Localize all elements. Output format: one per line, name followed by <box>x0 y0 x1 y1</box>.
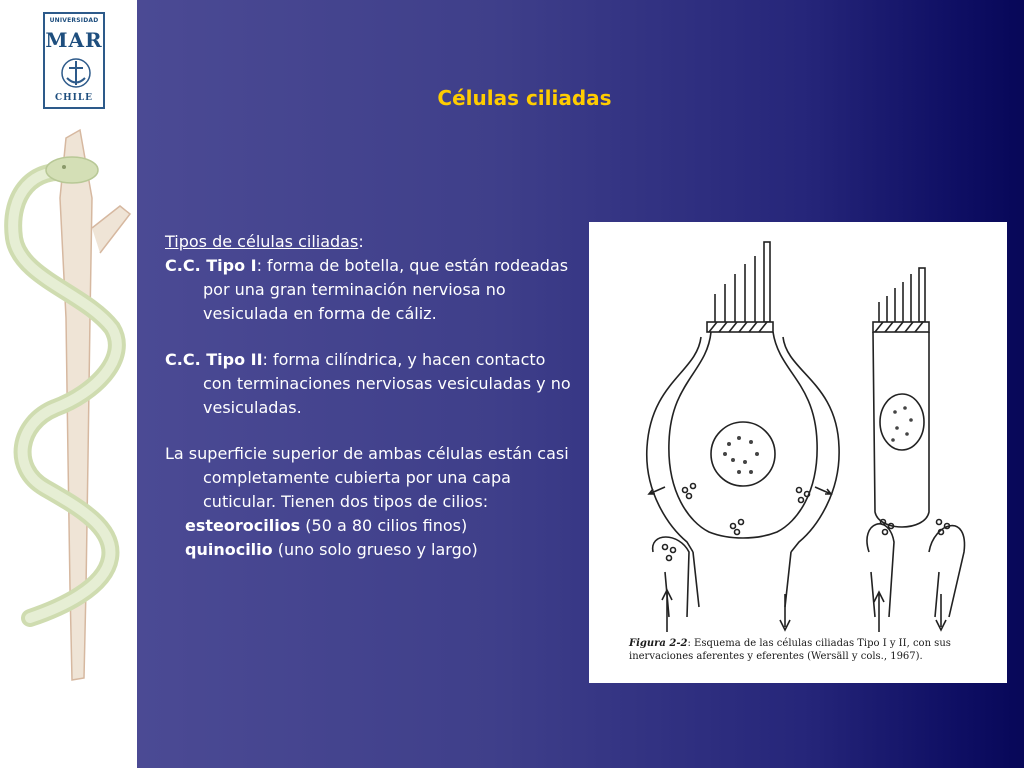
cilia2-label: quinocilio <box>185 540 273 559</box>
caption-text: : Esquema de las células ciliadas Tipo I y II, con sus inervaciones aferentes y eferentes (Wersäll y cols., 1967). <box>629 638 951 662</box>
surface-paragraph: La superficie superior de ambas células están casi completamente cubierta por una capa cuticular. Tienen dos tipos de cilios: <box>165 444 569 511</box>
slide-title: Células ciliadas <box>437 86 612 110</box>
cilia2-text: (uno solo grueso y largo) <box>272 540 478 559</box>
types-heading-colon: : <box>358 232 364 251</box>
caduceus-icon <box>0 118 137 688</box>
logo-top-text: UNIVERSIDAD <box>49 17 99 24</box>
anchor-globe-icon <box>59 56 93 90</box>
type1-paragraph <box>165 254 575 326</box>
type1-label: C.C. Tipo I <box>165 256 257 275</box>
type1-text: : forma de botella, que están rodeadas por una gran terminación nerviosa no vesiculada en forma de cáliz. <box>203 256 569 323</box>
type2-text: : forma cilíndrica, y hacen contacto con terminaciones nerviosas vesiculadas y no vesiculadas. <box>203 350 571 417</box>
type2-label: C.C. Tipo II <box>165 350 263 369</box>
cilia1-item <box>165 514 575 538</box>
logo-main-text: MAR <box>45 28 103 52</box>
logo-bottom-text: CHILE <box>54 93 94 103</box>
cilia1-label: esteorocilios <box>185 516 301 535</box>
type2-paragraph <box>165 348 575 420</box>
cilia2-item <box>165 538 575 562</box>
types-heading-text: Tipos de células ciliadas <box>165 232 359 251</box>
cilia1-text: (50 a 80 cilios finos) <box>300 516 468 535</box>
hair-cells-diagram <box>589 222 1007 632</box>
figure-caption <box>629 637 999 663</box>
slide-body <box>165 230 575 562</box>
university-logo <box>43 12 105 109</box>
left-sidebar <box>0 0 137 768</box>
caption-label: Figura 2-2 <box>629 638 688 649</box>
hair-cells-figure <box>589 222 1007 683</box>
types-heading <box>165 230 575 254</box>
